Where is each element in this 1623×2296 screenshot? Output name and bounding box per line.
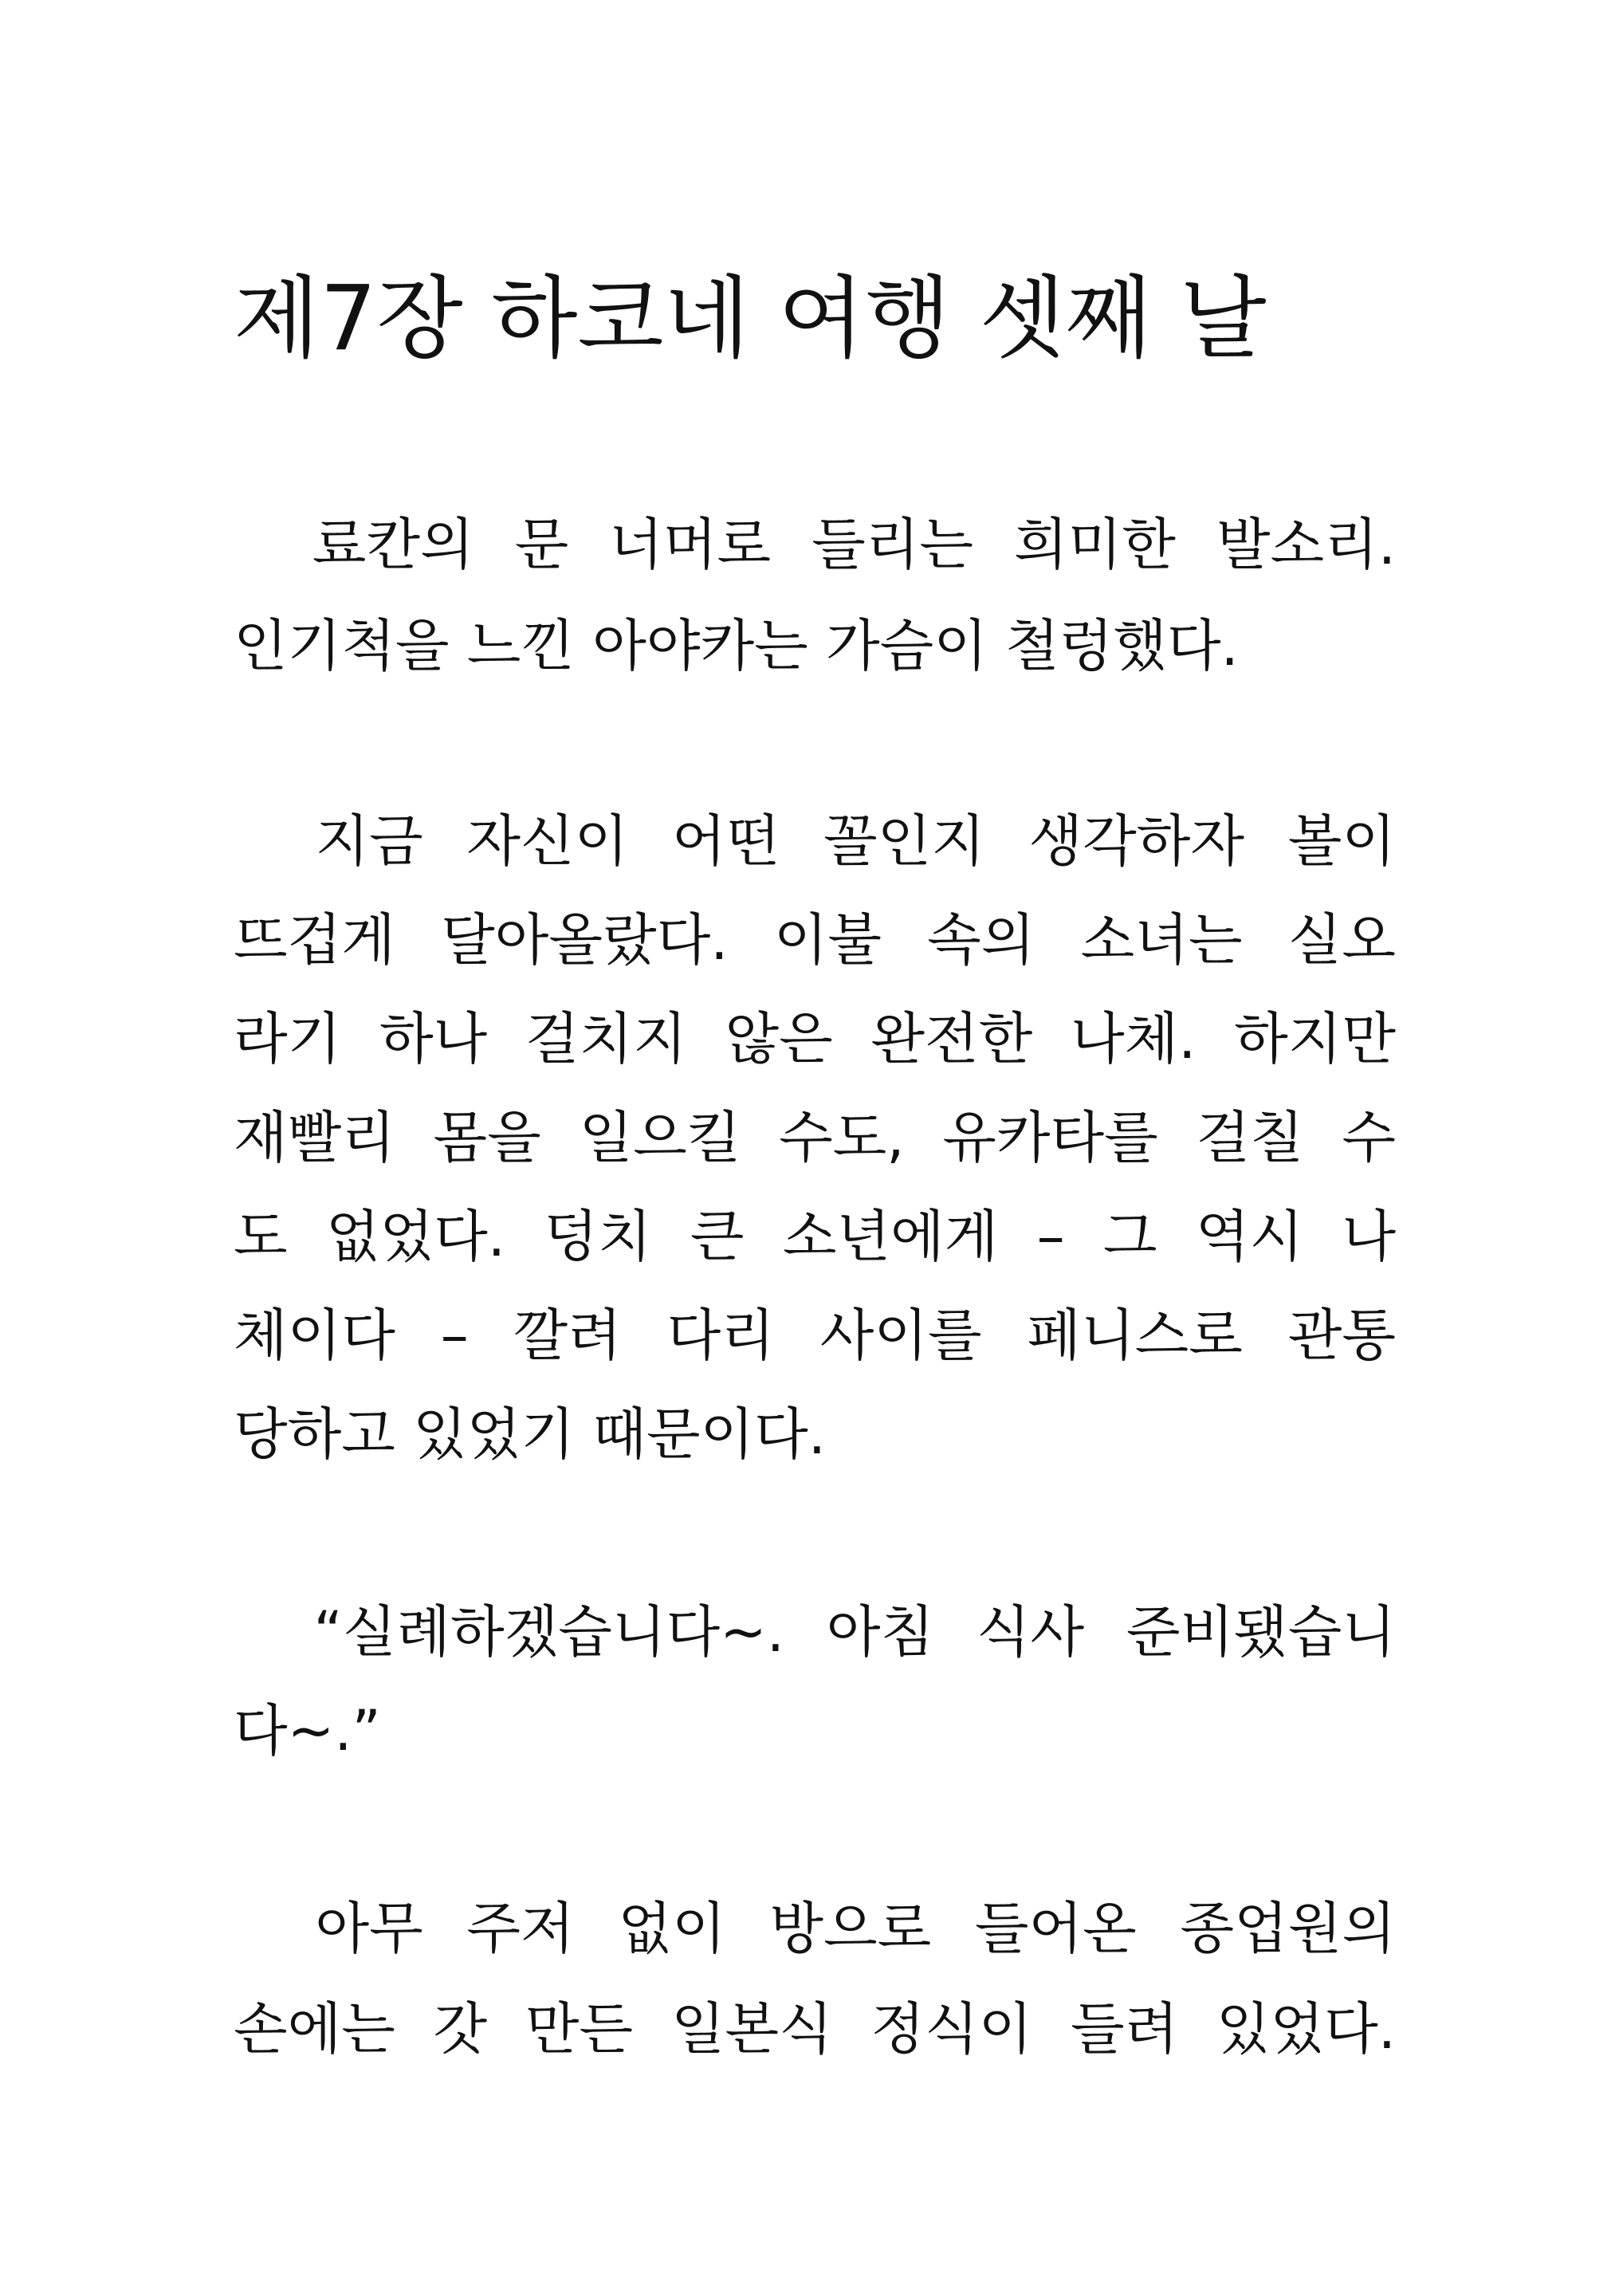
- paragraph-2-line-7: 당하고 있었기 때문이다.: [234, 1402, 826, 1467]
- paragraph-2-line-5: 도 없었다. 덩치 큰 소년에게 – 그 역시 나: [234, 1204, 1396, 1269]
- paragraph-3-line-1: “실례하겠습니다~. 아침 식사 준비됐습니: [234, 1599, 1396, 1665]
- paragraph-4-line-1: 아무 주저 없이 방으로 들어온 종업원의: [234, 1896, 1396, 1961]
- paragraph-3-line-2: 다~.”: [234, 1698, 381, 1763]
- paragraph-4-line-2: 손에는 갓 만든 일본식 정식이 들려 있었다.: [234, 1996, 1396, 2062]
- paragraph-1-line-1: 료칸의 문 너머로 들리는 희미한 발소리.: [234, 512, 1396, 577]
- paragraph-2-line-6: 체이다 – 깔려 다리 사이를 페니스로 관통: [234, 1303, 1396, 1368]
- chapter-title: 제7장 하코네 여행 셋째 날: [234, 267, 1267, 371]
- paragraph-2-line-4: 재빨리 몸을 일으킬 수도, 유카타를 걸칠 수: [234, 1105, 1396, 1170]
- paragraph-2-line-3: 라기 하나 걸치지 않은 완전한 나체. 하지만: [234, 1006, 1396, 1071]
- paragraph-1-line-2: 인기척을 느낀 아야카는 가슴이 철렁했다.: [234, 613, 1239, 678]
- paragraph-2-line-2: 뜨겁게 달아올랐다. 이불 속의 소녀는 실오: [234, 907, 1396, 973]
- paragraph-2-line-1: 지금 자신이 어떤 꼴인지 생각하자 볼이: [234, 808, 1396, 874]
